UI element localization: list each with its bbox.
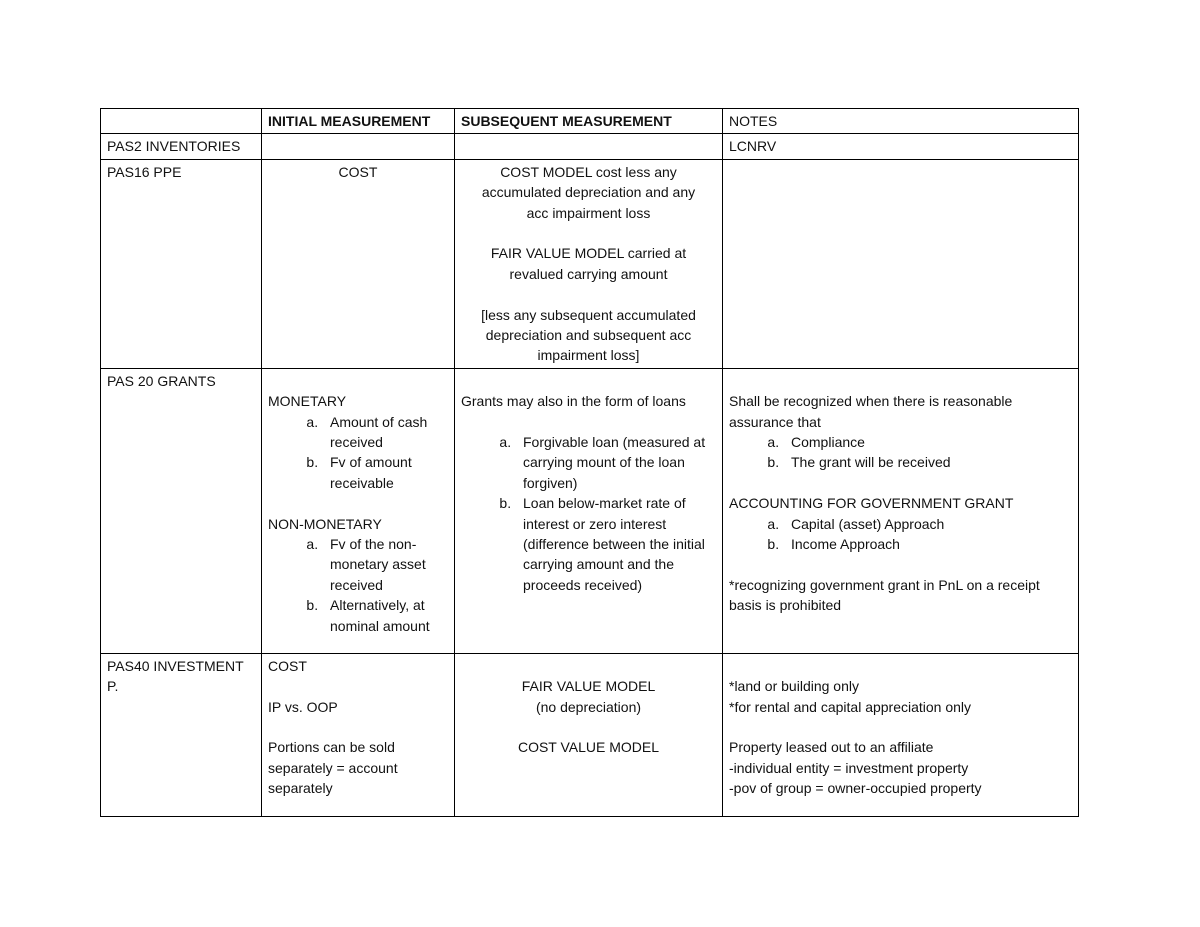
ppe-sub-line: depreciation and subsequent acc [485,327,692,344]
ppe-sub-line: FAIR VALUE MODEL carried at [490,245,687,262]
investment-initial-portions: Portions can be sold separately = account separately [268,739,398,797]
investment-initial [262,653,455,816]
investment-cost-model: COST VALUE MODEL [517,739,660,756]
header-cell-blank [101,109,262,134]
measurement-table [100,108,1079,817]
list-item: b. Fv of amount receivable [322,452,448,493]
row-ppe [101,159,1079,368]
grants-nonmonetary-title: NON-MONETARY [268,515,382,532]
grants-initial [262,368,455,653]
ppe-sub-line: accumulated depreciation and any [481,184,696,201]
investment-note-line: -individual entity = investment property [729,759,969,776]
list-item: b. Alternatively, at nominal amount [322,595,448,636]
list-item: a. Fv of the non-monetary asset received [322,534,448,595]
header-notes: NOTES [723,109,1079,134]
row-label-investment: PAS40 INVESTMENT P. [101,653,262,816]
header-subsequent-measurement: SUBSEQUENT MEASUREMENT [455,109,723,134]
grants-loans-list [461,432,716,595]
ppe-sub-line: revalued carrying amount [509,265,668,282]
grants-accounting-title: ACCOUNTING FOR GOVERNMENT GRANT [729,495,1014,512]
ppe-initial: COST [262,159,455,368]
grants-nonmonetary-list [268,534,448,636]
investment-note-line: *land or building only [729,678,859,695]
grants-loans-intro: Grants may also in the form of loans [461,393,686,410]
investment-fv-model: FAIR VALUE MODEL [521,678,656,695]
row-inventories [101,134,1079,159]
investment-initial-cost: COST [268,657,307,674]
investment-note-line: -pov of group = owner-occupied property [729,780,982,797]
grants-monetary-title: MONETARY [268,393,347,410]
investment-initial-ip-oop: IP vs. OOP [268,698,338,715]
list-item: a. Forgivable loan (measured at carrying mount of the loan forgiven) [515,432,716,493]
list-item: a. Compliance [783,432,1072,452]
row-grants [101,368,1079,653]
ppe-subsequent [455,159,723,368]
grants-monetary-list [268,412,448,494]
inventories-notes: LCNRV [723,134,1079,159]
header-initial-measurement: INITIAL MEASUREMENT [262,109,455,134]
investment-note-line: Property leased out to an affiliate [729,739,934,756]
grants-subsequent [455,368,723,653]
row-label-grants: PAS 20 GRANTS [101,368,262,653]
inventories-initial [262,134,455,159]
list-item: b. Income Approach [783,534,1072,554]
list-item: b. Loan below-market rate of interest or zero interest (difference between the initial carrying amount and the proceeds received) [515,493,716,595]
ppe-sub-line: impairment loss] [537,347,640,364]
grants-notes-list [729,432,1072,473]
investment-subsequent [455,653,723,816]
investment-fv-note: (no depreciation) [535,698,642,715]
list-item: a. Capital (asset) Approach [783,514,1072,534]
inventories-subsequent [455,134,723,159]
ppe-sub-line: [less any subsequent accumulated [481,306,696,323]
grants-notes [723,368,1079,653]
list-item: b. The grant will be received [783,452,1072,472]
header-row [101,109,1079,134]
grants-accounting-list [729,514,1072,555]
grants-footnote: *recognizing government grant in PnL on a receipt basis is prohibited [729,576,1040,614]
row-label-ppe: PAS16 PPE [101,159,262,368]
list-item: a. Amount of cash received [322,412,448,453]
ppe-sub-line: COST MODEL cost less any [500,163,677,180]
ppe-notes [723,159,1079,368]
ppe-sub-line: acc impairment loss [526,204,651,221]
investment-notes [723,653,1079,816]
grants-notes-intro: Shall be recognized when there is reasonable assurance that [729,393,1013,430]
row-label-inventories: PAS2 INVENTORIES [101,134,262,159]
row-investment [101,653,1079,816]
investment-note-line: *for rental and capital appreciation only [729,698,972,715]
